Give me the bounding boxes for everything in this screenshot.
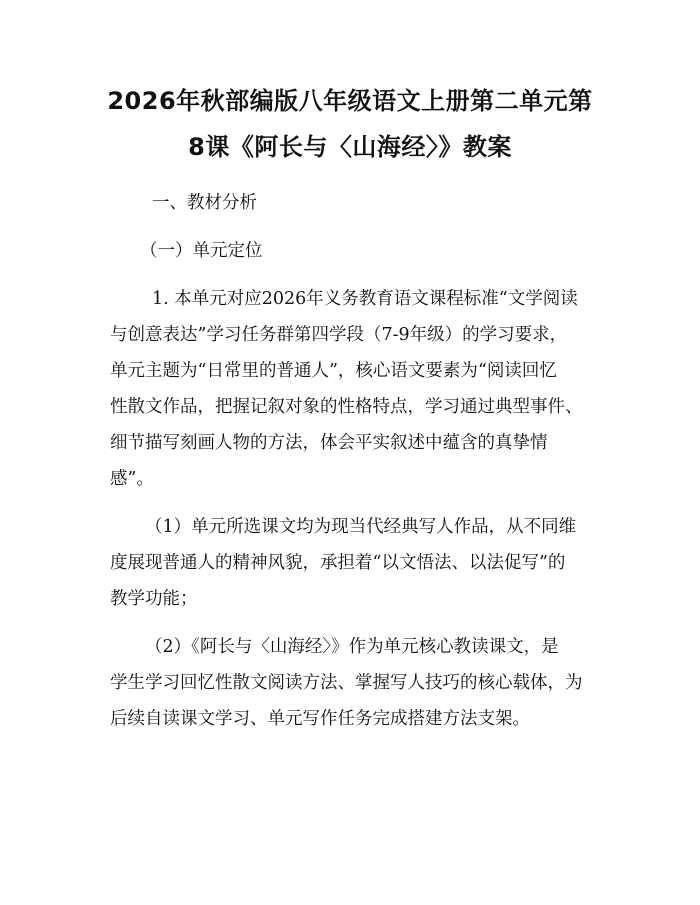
paragraph-1-line-2: 与创意表达”学习任务群第四学段（7-9年级）的学习要求， xyxy=(110,325,568,345)
paragraph-1-line-4: 性散文作品，把握记叙对象的性格特点，学习通过典型事件、 xyxy=(110,397,583,417)
paragraph-1-line-3: 单元主题为“日常里的普通人”，核心语文要素为“阅读回忆 xyxy=(110,361,557,381)
document-title-line-1: 2026年秋部编版八年级语文上册第二单元第 xyxy=(107,87,593,115)
paragraph-3-line-3: 后续自读课文学习、单元写作任务完成搭建方法支架。 xyxy=(110,709,530,729)
subsection-heading: （一）单元定位 xyxy=(140,241,263,261)
paragraph-2-line-3: 教学功能； xyxy=(110,589,198,609)
paragraph-1-line-5: 细节描写刻画人物的方法，体会平实叙述中蕴含的真挚情 xyxy=(110,433,548,453)
paragraph-2-line-2: 度展现普通人的精神风貌，承担着“以文悟法、以法促写”的 xyxy=(110,553,566,573)
paragraph-3-line-1: （2）《阿长与〈山海经〉》作为单元核心教读课文，是 xyxy=(145,637,559,657)
document-title-line-2: 8课《阿长与〈山海经〉》教案 xyxy=(188,133,512,161)
paragraph-3-line-2: 学生学习回忆性散文阅读方法、掌握写人技巧的核心载体，为 xyxy=(110,673,583,693)
paragraph-1-line-6: 感”。 xyxy=(110,469,154,489)
paragraph-2-line-1: （1）单元所选课文均为现当代经典写人作品，从不同维 xyxy=(145,517,577,537)
paragraph-1-line-1: 1. 本单元对应2026年义务教育语文课程标准“文学阅读 xyxy=(152,289,578,309)
section-heading: 一、教材分析 xyxy=(152,193,257,213)
